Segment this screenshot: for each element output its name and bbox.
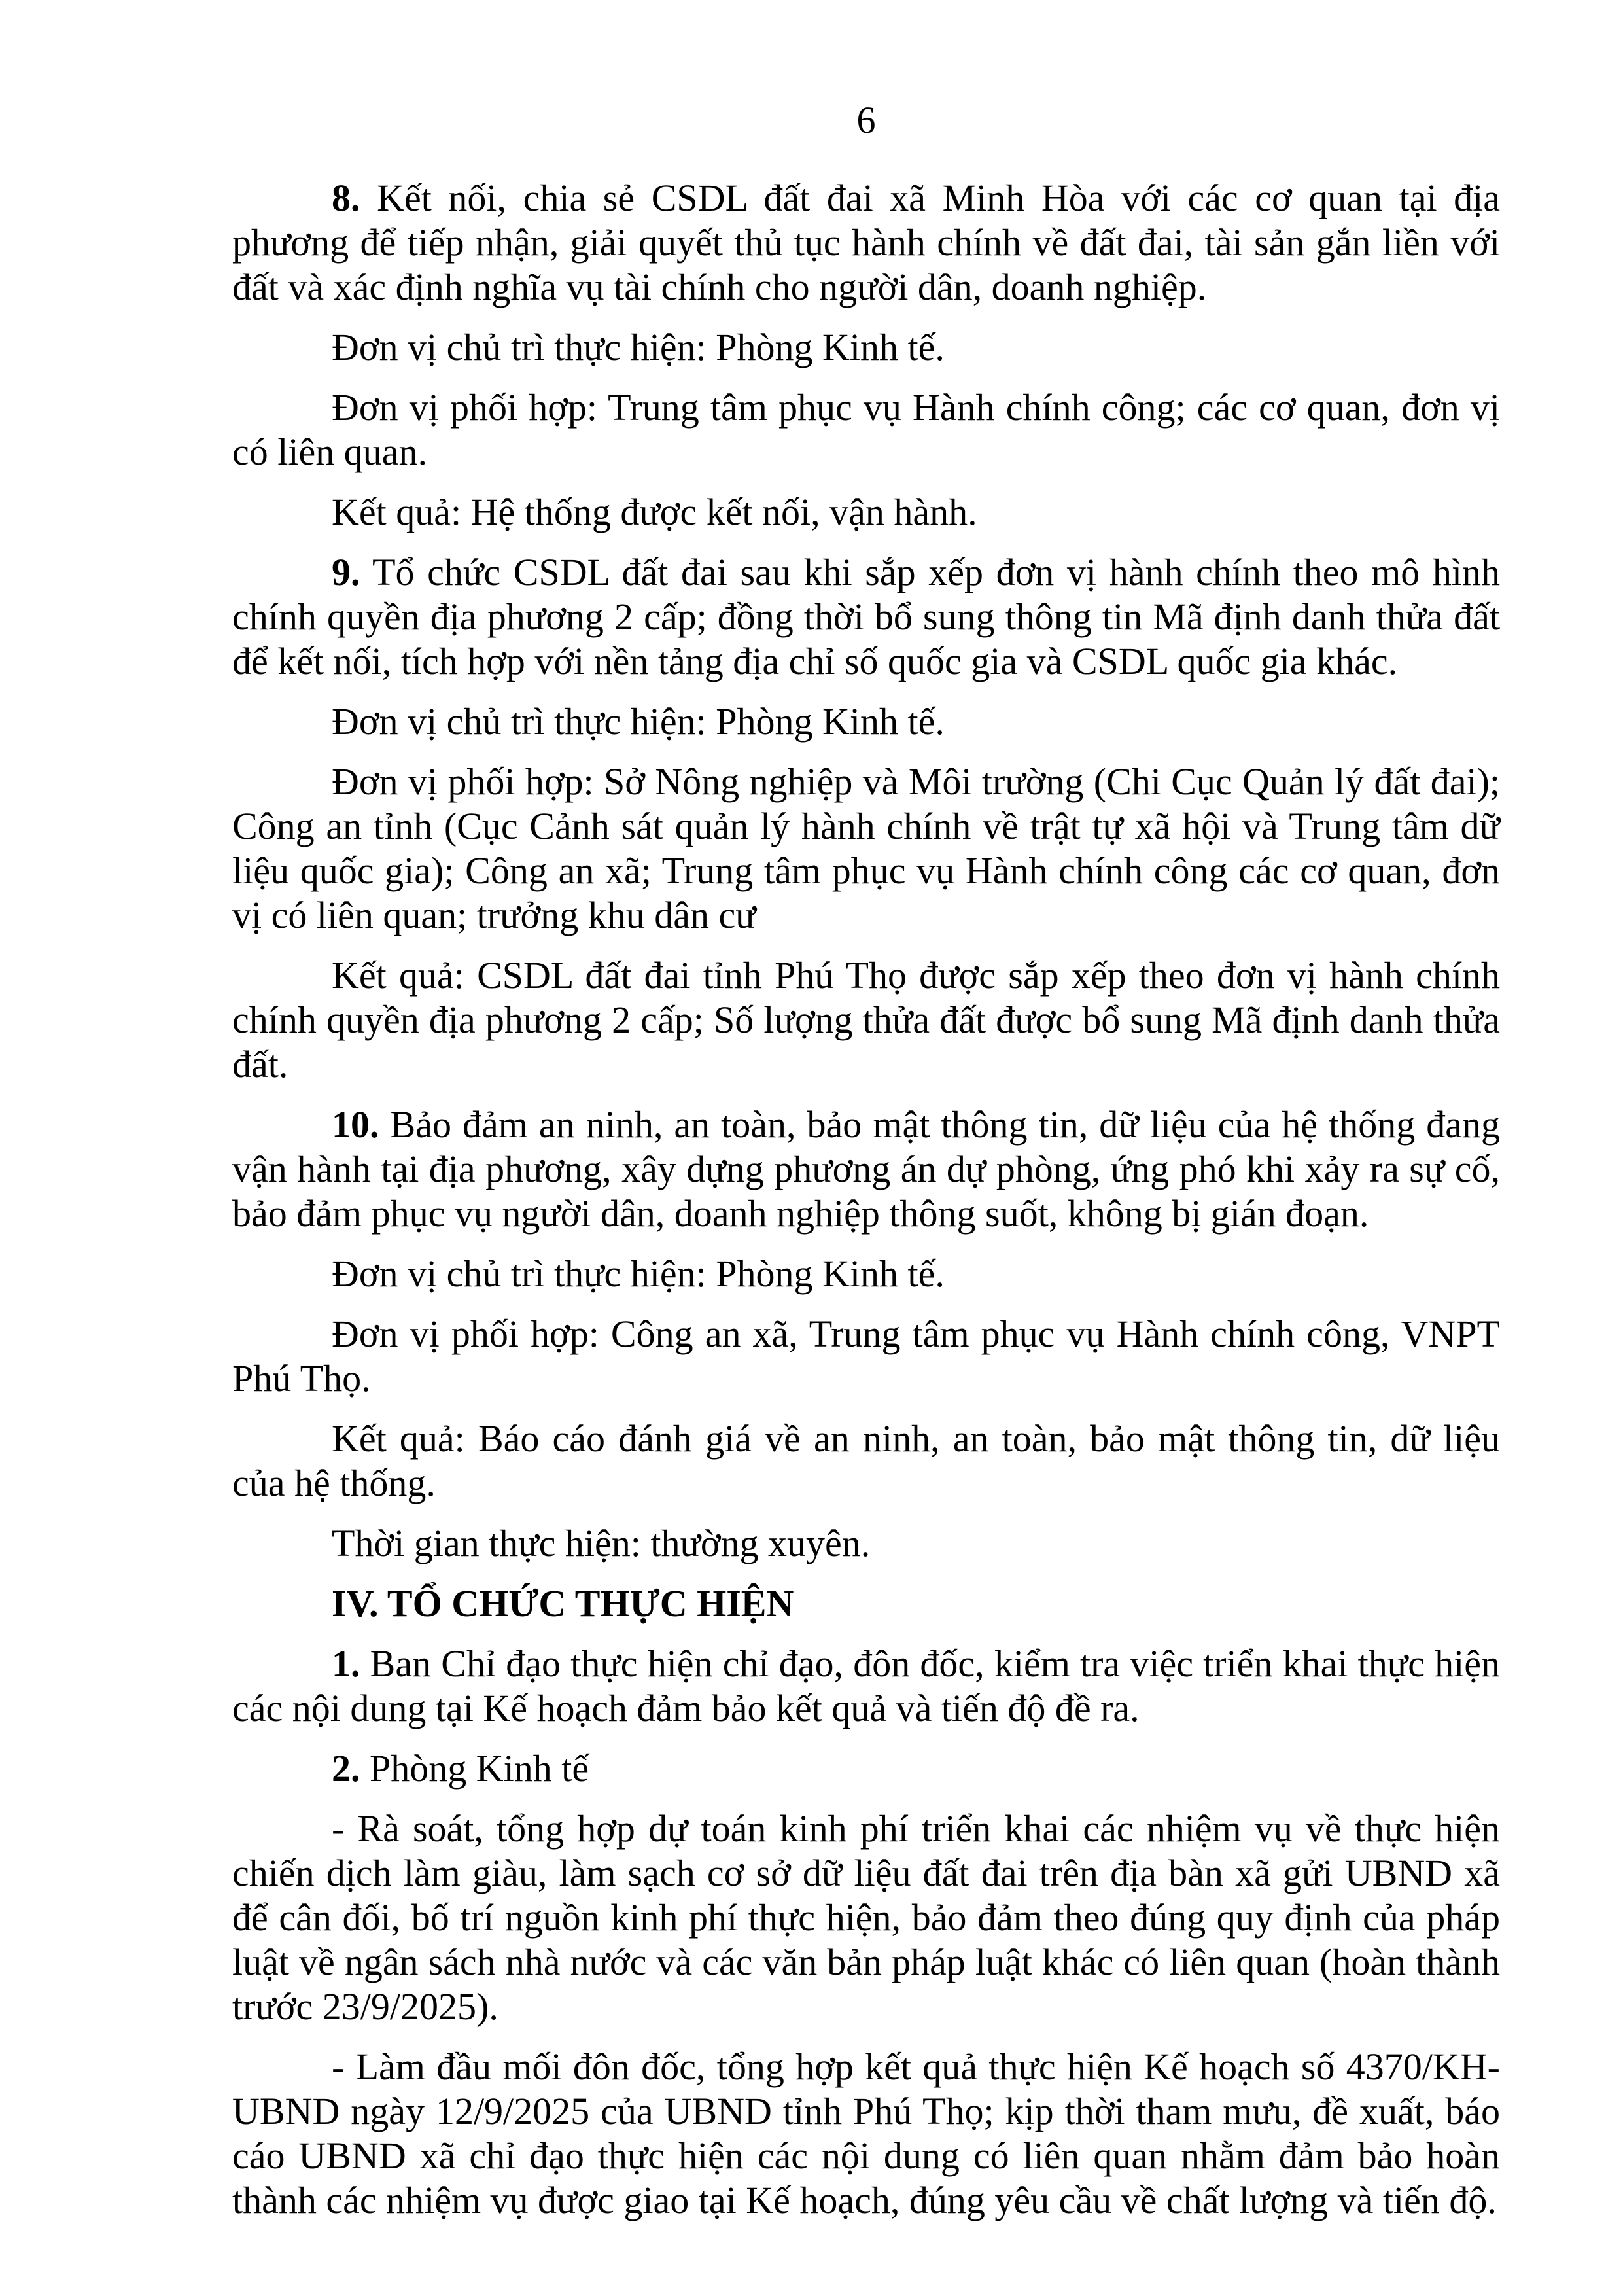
paragraph-number: 2. <box>332 1747 360 1790</box>
paragraph-number: 9. <box>332 551 360 593</box>
paragraph: Kết quả: CSDL đất đai tỉnh Phú Thọ được sắp xếp theo đơn vị hành chính chính quyền địa phương 2 cấp; Số lượng thửa đất được bổ sung Mã định danh thửa đất. <box>232 954 1500 1086</box>
paragraph: 2. Phòng Kinh tế <box>332 1747 589 1790</box>
paragraph: Kết quả: Báo cáo đánh giá về an ninh, an toàn, bảo mật thông tin, dữ liệu của hệ thống. <box>232 1417 1500 1504</box>
paragraph: Đơn vị chủ trì thực hiện: Phòng Kinh tế. <box>332 1252 945 1295</box>
page-number: 6 <box>856 99 876 141</box>
text-block <box>232 98 1500 2223</box>
paragraph: Thời gian thực hiện: thường xuyên. <box>332 1522 871 1564</box>
paragraph: 10. Bảo đảm an ninh, an toàn, bảo mật thông tin, dữ liệu của hệ thống đang vận hành tại địa phương, xây dựng phương án dự phòng, ứng phó khi xảy ra sự cố, bảo đảm phục vụ người dân, doanh nghiệp thông suốt, không bị gián đoạn. <box>232 1103 1500 1235</box>
paragraph-number: 1. <box>332 1642 360 1685</box>
paragraph: Kết quả: Hệ thống được kết nối, vận hành. <box>332 491 977 533</box>
paragraph: Đơn vị phối hợp: Công an xã, Trung tâm phục vụ Hành chính công, VNPT Phú Thọ. <box>232 1313 1500 1400</box>
paragraph-number: 8. <box>332 177 360 219</box>
paragraph: Đơn vị chủ trì thực hiện: Phòng Kinh tế. <box>332 700 945 743</box>
paragraph-number: 10. <box>332 1103 379 1146</box>
paragraph: - Làm đầu mối đôn đốc, tổng hợp kết quả thực hiện Kế hoạch số 4370/KH-UBND ngày 12/9/2025 của UBND tỉnh Phú Thọ; kịp thời tham mưu, đề xuất, báo cáo UBND xã chỉ đạo thực hiện các nội dung có liên quan nhằm đảm bảo hoàn thành các nhiệm vụ được giao tại Kế hoạch, đúng yêu cầu về chất lượng và tiến độ. <box>232 2045 1500 2221</box>
paragraph: Đơn vị phối hợp: Trung tâm phục vụ Hành chính công; các cơ quan, đơn vị có liên quan. <box>232 386 1500 473</box>
paragraph: - Rà soát, tổng hợp dự toán kinh phí triển khai các nhiệm vụ về thực hiện chiến dịch làm giàu, làm sạch cơ sở dữ liệu đất đai trên địa bàn xã gửi UBND xã để cân đối, bố trí nguồn kinh phí thực hiện, bảo đảm theo đúng quy định của pháp luật về ngân sách nhà nước và các văn bản pháp luật khác có liên quan (hoàn thành trước 23/9/2025). <box>232 1807 1500 2028</box>
paragraph: Đơn vị phối hợp: Sở Nông nghiệp và Môi trường (Chi Cục Quản lý đất đai); Công an tỉnh (Cục Cảnh sát quản lý hành chính về trật tự xã hội và Trung tâm dữ liệu quốc gia); Công an xã; Trung tâm phục vụ Hành chính công các cơ quan, đơn vị có liên quan; trưởng khu dân cư <box>232 760 1500 936</box>
document-body <box>232 176 1500 2223</box>
paragraph: 8. Kết nối, chia sẻ CSDL đất đai xã Minh Hòa với các cơ quan tại địa phương để tiếp nhận, giải quyết thủ tục hành chính về đất đai, tài sản gắn liền với đất và xác định nghĩa vụ tài chính cho người dân, doanh nghiệp. <box>232 177 1500 308</box>
section-heading: IV. TỔ CHỨC THỰC HIỆN <box>332 1582 794 1625</box>
paragraph: 9. Tổ chức CSDL đất đai sau khi sắp xếp đơn vị hành chính theo mô hình chính quyền địa phương 2 cấp; đồng thời bổ sung thông tin Mã định danh thửa đất để kết nối, tích hợp với nền tảng địa chỉ số quốc gia và CSDL quốc gia khác. <box>232 551 1500 682</box>
paragraph: 1. Ban Chỉ đạo thực hiện chỉ đạo, đôn đốc, kiểm tra việc triển khai thực hiện các nội dung tại Kế hoạch đảm bảo kết quả và tiến độ đề ra. <box>232 1642 1500 1729</box>
paragraph: Đơn vị chủ trì thực hiện: Phòng Kinh tế. <box>332 326 945 368</box>
